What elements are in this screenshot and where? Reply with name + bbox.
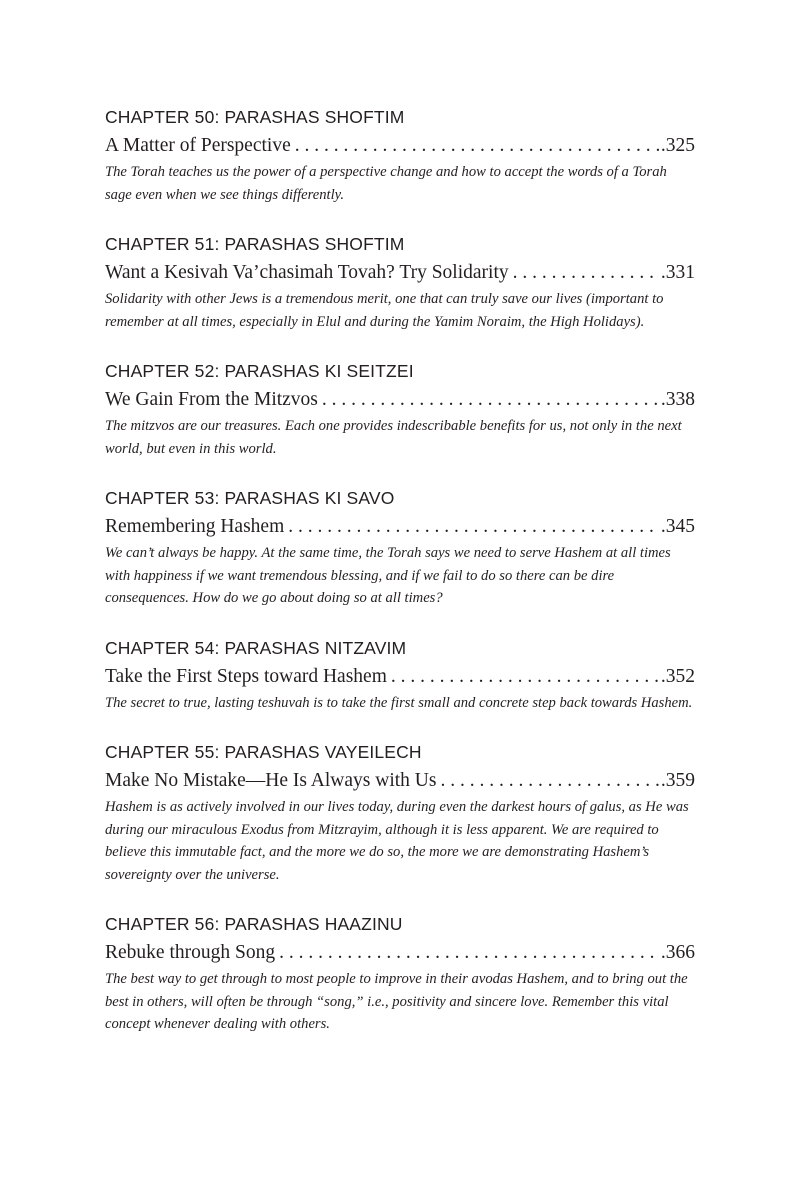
page-number: .352 [660,665,695,687]
toc-entry-chapter-51 [105,233,695,333]
toc-line [105,664,695,690]
page-number: .366 [660,942,695,963]
toc-line [105,260,695,286]
chapter-title: Remembering Hashem [105,516,285,537]
chapter-summary: Hashem is as actively involved in our lives today, during even the darkest hours of galus, as He was during our miraculous Exodus from Mitzrayim, although it is less apparent. We are required to believe this immutable fact, and the more we do so, the more we are demonstrating Hashem’s sovereignty over the universe. [105,799,689,883]
chapter-heading: CHAPTER 55: PARASHAS VAYEILECH [105,742,422,762]
toc-entry-chapter-53 [105,487,695,610]
toc-entry-chapter-52 [105,360,695,460]
toc-entry-chapter-50 [105,106,695,206]
dot-leader [291,133,660,159]
chapter-summary: Solidarity with other Jews is a tremendous merit, one that can truly save our lives (important to remember at all times, especially in Elul and during the Yamim Noraim, the High Holidays). [105,291,664,330]
chapter-summary: The Torah teaches us the power of a perspective change and how to accept the words of a Torah sage even when we see things differently. [105,164,667,203]
toc-entry-chapter-56 [105,913,695,1036]
toc-entry-chapter-55 [105,741,695,886]
chapter-summary: We can’t always be happy. At the same time, the Torah says we need to serve Hashem at all times with happiness if we want tremendous blessing, and if we fail to do so there can be dire consequences. How do we go about doing so at all times? [105,545,671,606]
page-number: .338 [660,389,695,410]
toc-line [105,768,695,794]
page-number: .359 [660,770,695,791]
chapter-heading: CHAPTER 53: PARASHAS KI SAVO [105,488,395,508]
chapter-title: Take the First Steps toward Hashem [105,665,387,687]
toc-line [105,514,695,540]
dot-leader [275,940,660,966]
toc-entry-chapter-54 [105,637,695,715]
page-number: .325 [660,135,695,156]
chapter-title: Rebuke through Song [105,942,276,963]
chapter-heading: CHAPTER 54: PARASHAS NITZAVIM [105,637,407,658]
toc-line [105,387,695,413]
chapter-title: Want a Kesivah Va’chasimah Tovah? Try Solidarity [105,262,509,283]
table-of-contents [105,106,695,1063]
page-number: .331 [660,262,695,283]
chapter-summary: The best way to get through to most people to improve in their avodas Hashem, and to bring out the best in others, will often be through “song,” i.e., positivity and sincere love. Remember this vital concept whenever dealing with others. [105,971,688,1032]
chapter-summary: The secret to true, lasting teshuvah is to take the first small and concrete step back towards Hashem. [105,694,693,711]
chapter-summary: The mitzvos are our treasures. Each one provides indescribable benefits for us, not only in the next world, but even in this world. [105,418,682,457]
dot-leader [387,664,660,690]
toc-line [105,133,695,159]
chapter-title: A Matter of Perspective [105,135,291,156]
chapter-heading: CHAPTER 50: PARASHAS SHOFTIM [105,107,405,127]
chapter-heading: CHAPTER 56: PARASHAS HAAZINU [105,914,403,934]
dot-leader [509,260,660,286]
toc-line [105,940,695,966]
chapter-heading: CHAPTER 52: PARASHAS KI SEITZEI [105,361,414,381]
page-number: .345 [660,516,695,537]
dot-leader [436,768,659,794]
dot-leader [284,514,660,540]
chapter-title: Make No Mistake—He Is Always with Us [105,770,437,791]
chapter-heading: CHAPTER 51: PARASHAS SHOFTIM [105,234,405,254]
dot-leader [318,387,660,413]
chapter-title: We Gain From the Mitzvos [105,389,318,410]
